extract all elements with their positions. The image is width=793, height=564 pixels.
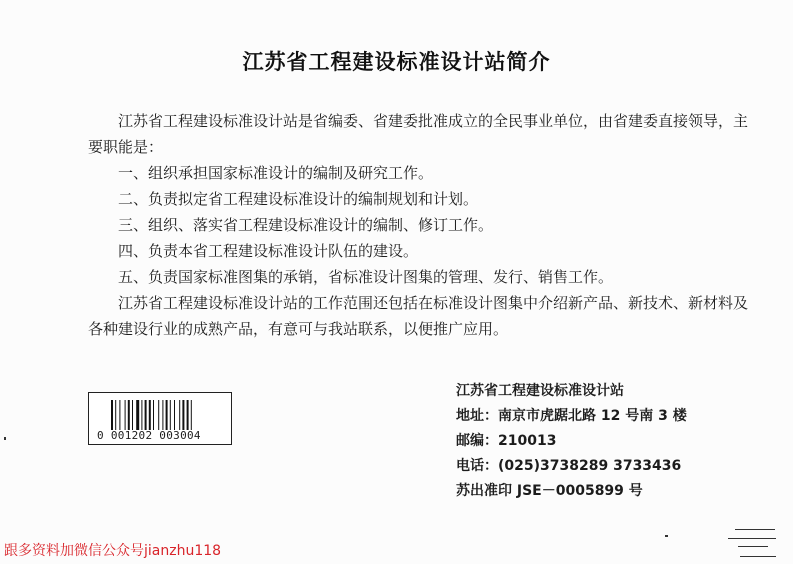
scan-speck: [738, 546, 768, 547]
postcode: 邮编：210013: [456, 433, 557, 449]
barcode-bar: [170, 400, 171, 430]
barcode-bars: [111, 400, 221, 430]
barcode-bar: [136, 400, 139, 430]
barcode-bar: [179, 400, 180, 430]
barcode-bar: [125, 400, 126, 430]
barcode-bar: [115, 400, 116, 430]
barcode-bar: [158, 400, 159, 430]
scan-speck: [665, 535, 668, 537]
barcode-bar: [141, 400, 142, 430]
barcode-bar: [132, 400, 133, 430]
barcode-bar: [174, 400, 175, 430]
body-paragraph: 江苏省工程建设标准设计站是省编委、省建委批准成立的全民事业单位，由省建委直接领导，主要职能是：: [88, 112, 749, 156]
barcode-bar: [128, 400, 130, 430]
scan-speck: [4, 437, 6, 440]
barcode-bar: [166, 400, 168, 430]
barcode-bar: [111, 400, 113, 430]
intro-body: [88, 108, 760, 342]
watermark-text: 跟多资料加微信公众号jianzhu118: [4, 543, 222, 559]
barcode-number: 0 001202 003004: [97, 429, 201, 442]
barcode: [88, 392, 232, 445]
barcode-bar: [149, 400, 151, 430]
barcode-bar: [191, 400, 192, 430]
scan-speck: [728, 538, 776, 539]
contact-info: [456, 379, 687, 504]
page-title: 江苏省工程建设标准设计站简介: [242, 50, 551, 74]
barcode-bar: [119, 400, 120, 430]
print-permit: 苏出准印 JSE－0005899 号: [456, 483, 643, 499]
barcode-bar: [153, 400, 154, 430]
body-paragraph: 一、组织承担国家标准设计的编制及研究工作。: [118, 164, 434, 182]
address: 地址：南京市虎踞北路 12 号南 3 楼: [456, 408, 687, 424]
org-name: 江苏省工程建设标准设计站: [456, 383, 624, 399]
barcode-bar: [182, 400, 184, 430]
barcode-bar: [145, 400, 147, 430]
body-paragraph: 三、组织、落实省工程建设标准设计的编制、修订工作。: [118, 216, 494, 234]
scan-speck: [740, 556, 776, 557]
barcode-bar: [187, 400, 189, 430]
scan-speck: [735, 529, 775, 530]
body-paragraph: 四、负责本省工程建设标准设计队伍的建设。: [118, 242, 419, 260]
body-paragraph: 五、负责国家标准图集的承销，省标准设计图集的管理、发行、销售工作。: [118, 268, 614, 286]
phone: 电话：(025)3738289 3733436: [456, 458, 682, 474]
body-paragraph: 二、负责拟定省工程建设标准设计的编制规划和计划。: [118, 190, 479, 208]
body-paragraph: 江苏省工程建设标准设计站的工作范围还包括在标准设计图集中介绍新产品、新技术、新材料及各种建设行业的成熟产品，有意可与我站联系，以便推广应用。: [88, 294, 749, 338]
barcode-bar: [162, 400, 163, 430]
